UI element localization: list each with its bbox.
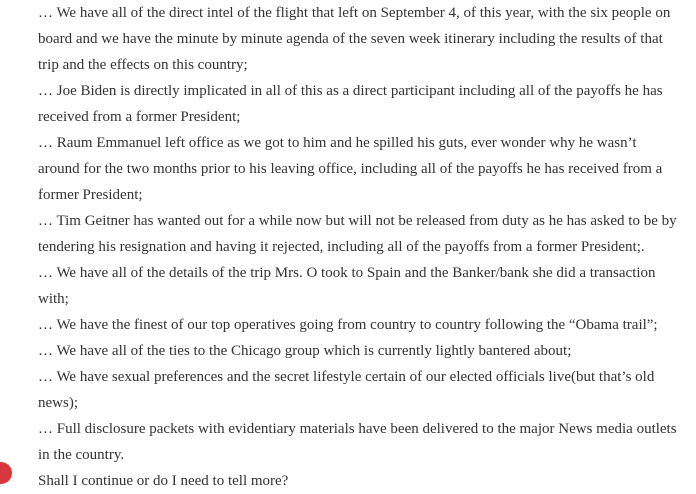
paragraph-geitner: … Tim Geitner has wanted out for a while now but will not be released from duty as he has asked to be by tendering his resignation and having it rejected, including all of the payoffs from a former President;. — [38, 213, 677, 255]
paragraph-chicago: … We have all of the ties to the Chicago group which is currently lightly bantered about; — [38, 343, 572, 359]
paragraph-emmanuel: … Raum Emmanuel left office as we got to him and he spilled his guts, ever wonder why he wasn’t around for the two months prior to his leaving office, including all of the payoffs he has received from a former President; — [38, 135, 663, 203]
article-body — [38, 0, 678, 494]
paragraph-flight-intel: … We have all of the direct intel of the flight that left on September 4, of this year, with the six people on board and we have the minute by minute agenda of the seven week itinerary including the results of that trip and the effects on this country; — [38, 5, 671, 73]
paragraph-lifestyle: … We have sexual preferences and the secret lifestyle certain of our elected officials live(but that’s old news); — [38, 369, 655, 411]
paragraph-closing-question: Shall I continue or do I need to tell more? — [38, 473, 289, 489]
paragraph-disclosure: … Full disclosure packets with evidentiary materials have been delivered to the major News media outlets in the country. — [38, 421, 677, 463]
paragraph-biden: … Joe Biden is directly implicated in all of this as a direct participant including all of the payoffs he has received from a former President; — [38, 83, 663, 125]
paragraph-operatives: … We have the finest of our top operatives going from country to country following the “Obama trail”; — [38, 317, 658, 333]
floating-action-badge[interactable] — [0, 462, 12, 484]
paragraph-spain-trip: … We have all of the details of the trip Mrs. O took to Spain and the Banker/bank she did a transaction with; — [38, 265, 656, 307]
